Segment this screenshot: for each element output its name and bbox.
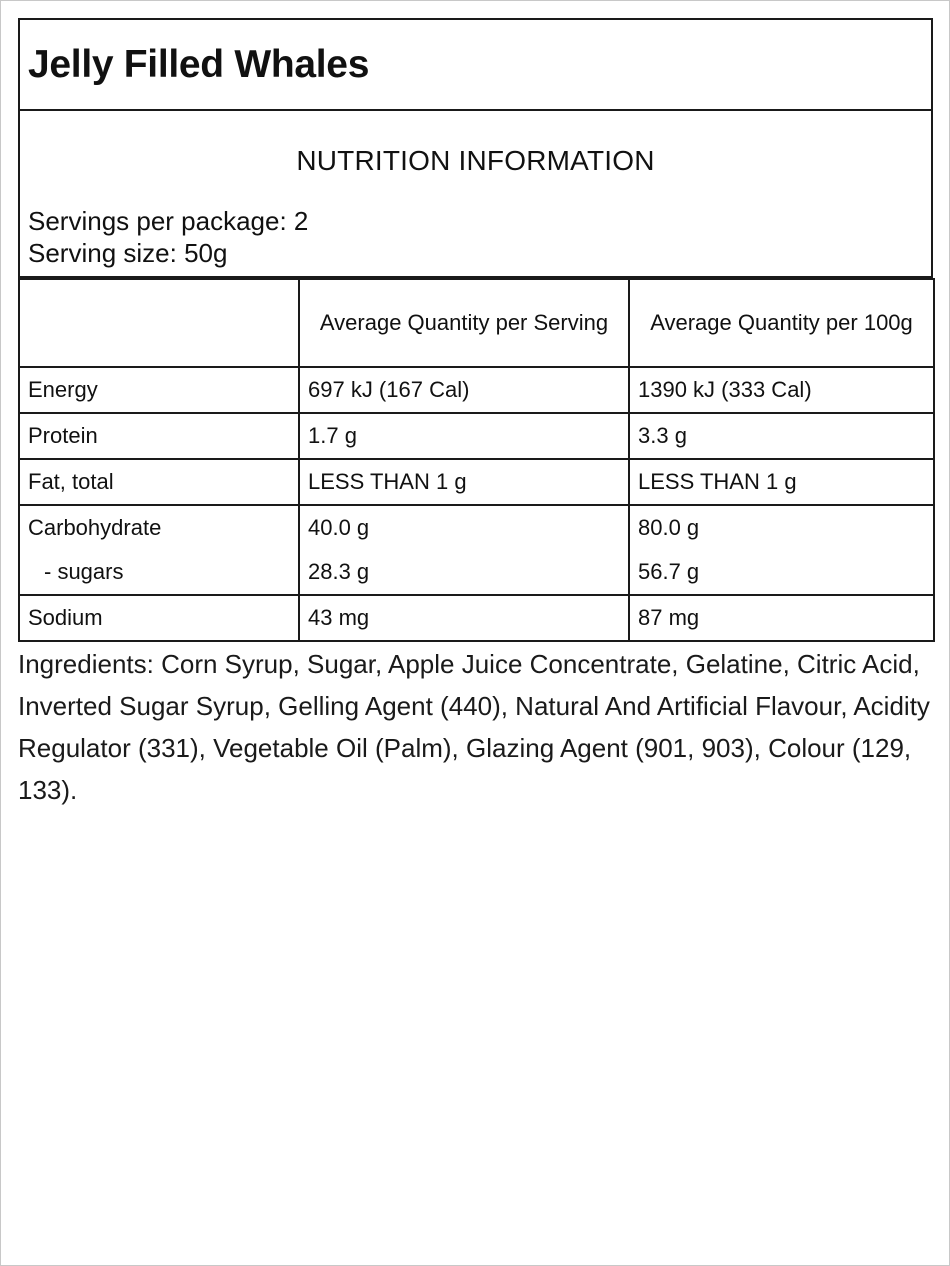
nutrition-table — [18, 278, 935, 642]
row-per-100g: 56.7 g — [629, 550, 934, 595]
nutrition-heading: NUTRITION INFORMATION — [296, 145, 655, 176]
row-per-serving: 43 mg — [299, 595, 629, 641]
row-label: Energy — [19, 367, 299, 413]
row-label: Fat, total — [19, 459, 299, 505]
servings-per-package: Servings per package: 2 — [28, 206, 309, 236]
nutrition-panel — [18, 18, 933, 642]
row-label: - sugars — [19, 550, 299, 595]
table-row-protein — [19, 413, 934, 459]
row-per-serving: 697 kJ (167 Cal) — [299, 367, 629, 413]
header-blank-cell — [19, 279, 299, 367]
row-per-100g: 3.3 g — [629, 413, 934, 459]
table-row-sodium — [19, 595, 934, 641]
row-per-100g: 87 mg — [629, 595, 934, 641]
row-label: Carbohydrate — [19, 505, 299, 550]
row-per-100g: 1390 kJ (333 Cal) — [629, 367, 934, 413]
table-header-row — [19, 279, 934, 367]
nutrition-info-box — [18, 111, 933, 278]
product-title-box — [18, 18, 933, 111]
product-title: Jelly Filled Whales — [28, 42, 370, 86]
row-label: Sodium — [19, 595, 299, 641]
row-per-serving: 40.0 g — [299, 505, 629, 550]
row-per-100g: 80.0 g — [629, 505, 934, 550]
header-per-serving: Average Quantity per Serving — [299, 279, 629, 367]
ingredients-text: Ingredients: Corn Syrup, Sugar, Apple Juice Concentrate, Gelatine, Citric Acid, Inverted Sugar Syrup, Gelling Agent (440), Natural And Artificial Flavour, Acidity Regulator (331), Vegetable Oil (Palm), Glazing Agent (901, 903), Colour (129, 133). — [18, 649, 930, 805]
table-row-energy — [19, 367, 934, 413]
table-row-fat — [19, 459, 934, 505]
row-per-serving: 1.7 g — [299, 413, 629, 459]
row-per-serving: 28.3 g — [299, 550, 629, 595]
row-label: Protein — [19, 413, 299, 459]
table-row-sugars — [19, 550, 934, 595]
table-row-carbohydrate — [19, 505, 934, 550]
header-per-100g: Average Quantity per 100g — [629, 279, 934, 367]
row-per-100g: LESS THAN 1 g — [629, 459, 934, 505]
row-per-serving: LESS THAN 1 g — [299, 459, 629, 505]
serving-size: Serving size: 50g — [28, 238, 228, 268]
serving-details — [28, 205, 308, 269]
